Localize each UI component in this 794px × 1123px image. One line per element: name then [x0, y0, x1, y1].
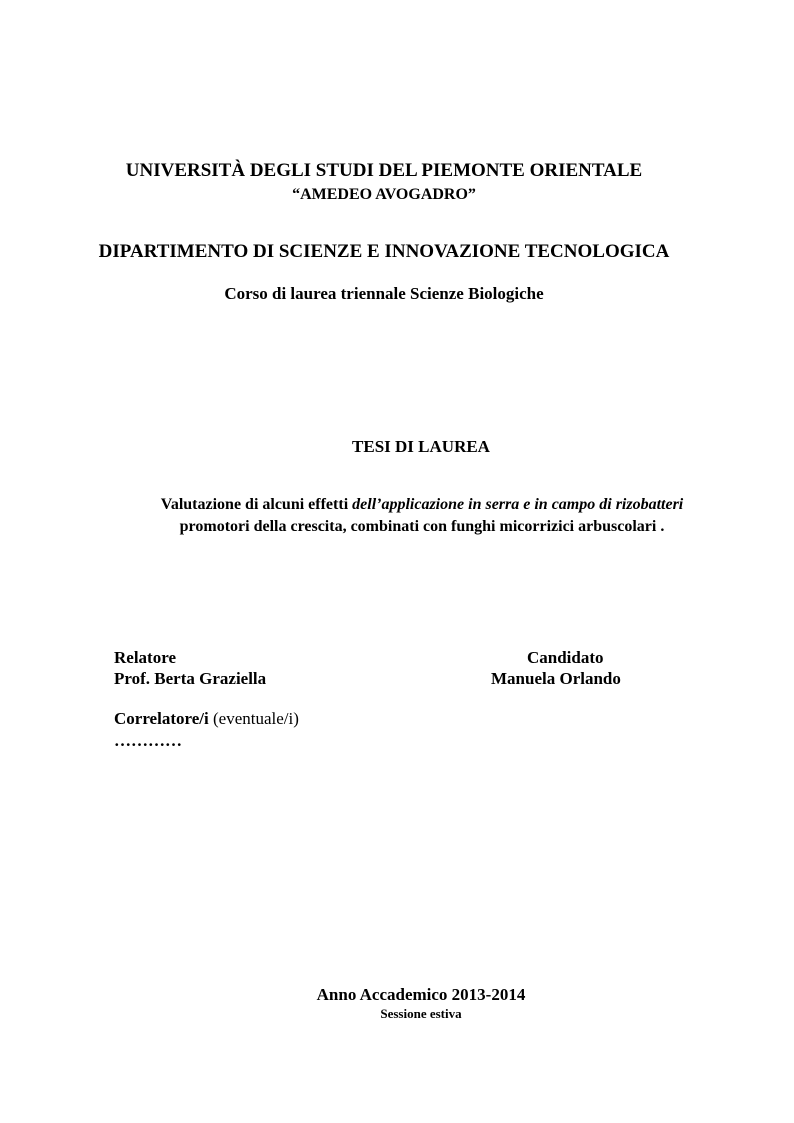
correlatore-label: Correlatore/i: [114, 709, 209, 728]
candidato-name: Manuela Orlando: [491, 669, 621, 688]
thesis-title-italic: dell’applicazione in serra e in campo di rizobatteri: [352, 496, 684, 513]
correlatore-line: [114, 709, 299, 729]
academic-year: Anno Accademico 2013-2014: [316, 985, 526, 1004]
thesis-title-line-2: promotori della crescita, combinati con funghi micorrizici arbuscolari .: [179, 518, 665, 535]
department-name: DIPARTIMENTO DI SCIENZE E INNOVAZIONE TECNOLOGICA: [98, 241, 670, 262]
correlatore-placeholder: …………: [114, 731, 182, 750]
session: Sessione estiva: [380, 1006, 462, 1021]
relatore-name: Prof. Berta Graziella: [114, 669, 267, 688]
university-subtitle: “AMEDEO AVOGADRO”: [292, 186, 476, 203]
candidato-label: Candidato: [527, 648, 604, 667]
relatore-label: Relatore: [114, 648, 176, 667]
university-name: UNIVERSITÀ DEGLI STUDI DEL PIEMONTE ORIENTALE: [125, 160, 643, 181]
thesis-type: TESI DI LAUREA: [352, 437, 490, 456]
thesis-title-plain: Valutazione di alcuni effetti: [160, 496, 353, 513]
course-name: Corso di laurea triennale Scienze Biologiche: [224, 284, 544, 303]
thesis-title-line-1: [0, 496, 794, 514]
correlatore-note: (eventuale/i): [208, 709, 299, 728]
